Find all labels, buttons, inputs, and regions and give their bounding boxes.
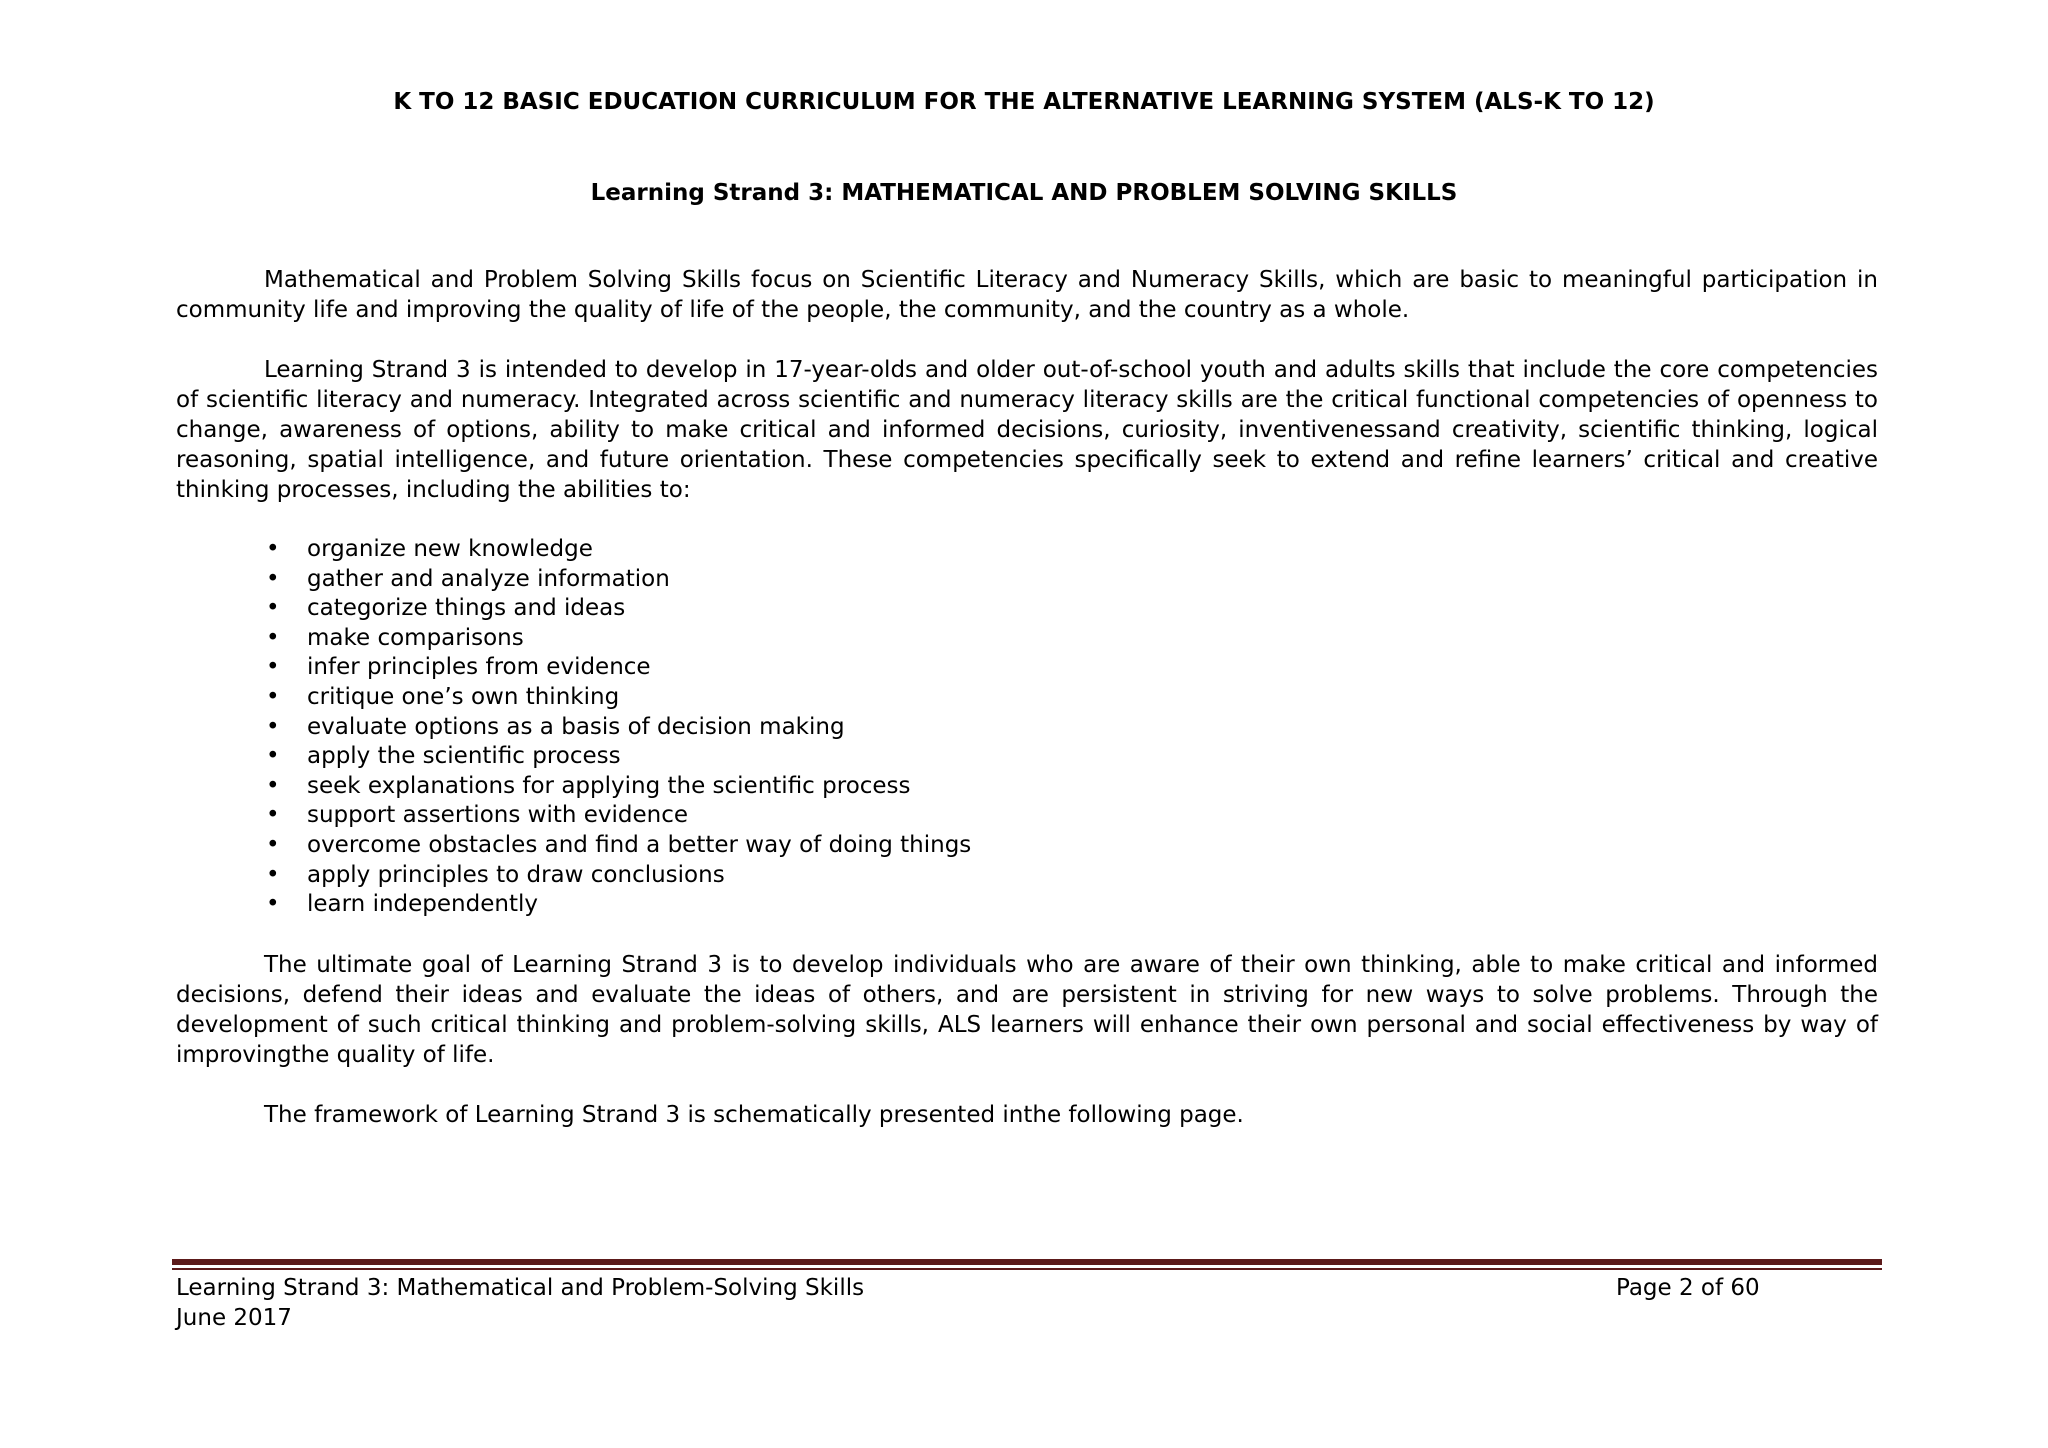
list-item: [176, 801, 1878, 831]
bullet-icon: •: [266, 831, 280, 858]
footer-info: [176, 1273, 864, 1333]
bullet-icon: •: [266, 536, 280, 562]
list-item: [176, 713, 1878, 743]
list-item-text: infer principles from evidence: [307, 654, 651, 681]
list-item-text: categorize things and ideas: [307, 595, 626, 622]
list-item: [176, 683, 1878, 713]
abilities-list: [176, 535, 1878, 920]
list-item-text: support assertions with evidence: [307, 802, 689, 829]
goal-paragraph: The ultimate goal of Learning Strand 3 is to develop individuals who are aware of their own thinking, able to make critical and informed decisions, defend their ideas and evaluate the ideas of others, and are persistent in striving for new ways to solve problems. Through the development of such critical thinking and problem-solving skills, ALS learners will enhance their own personal and social effectiveness by way of improvingthe quality of life.: [176, 951, 1878, 1068]
list-item: [176, 890, 1878, 920]
strand-title: Learning Strand 3: MATHEMATICAL AND PROBLEM SOLVING SKILLS: [590, 180, 1458, 206]
footer-date: June 2017: [176, 1305, 292, 1331]
bullet-icon: •: [266, 624, 280, 651]
list-item: [176, 772, 1878, 802]
list-item-text: critique one’s own thinking: [307, 683, 620, 710]
bullet-icon: •: [266, 595, 280, 622]
document-body: [176, 265, 1878, 1160]
list-item-text: seek explanations for applying the scientific process: [307, 772, 911, 799]
list-item-text: apply the scientific process: [307, 743, 621, 770]
list-item: [176, 831, 1878, 861]
list-item-text: learn independently: [307, 891, 538, 918]
document-title: K TO 12 BASIC EDUCATION CURRICULUM FOR THE ALTERNATIVE LEARNING SYSTEM (ALS-K TO 12): [393, 89, 1655, 115]
bullet-icon: •: [266, 713, 280, 740]
list-item-text: evaluate options as a basis of decision making: [307, 713, 845, 740]
list-item: [176, 535, 1878, 565]
list-item: [176, 861, 1878, 891]
list-item-text: make comparisons: [307, 624, 524, 651]
framework-paragraph: The framework of Learning Strand 3 is schematically presented inthe following page.: [264, 1101, 1244, 1128]
list-item-text: organize new knowledge: [307, 536, 593, 562]
bullet-icon: •: [266, 861, 280, 888]
list-item: [176, 653, 1878, 683]
bullet-icon: •: [266, 772, 280, 799]
footer-strand-name: Learning Strand 3: Mathematical and Problem-Solving Skills: [176, 1275, 865, 1301]
bullet-icon: •: [266, 683, 280, 710]
bullet-icon: •: [266, 891, 280, 918]
list-item: [176, 594, 1878, 624]
page-number: Page 2 of 60: [1616, 1275, 1760, 1301]
bullet-icon: •: [266, 654, 280, 681]
list-item-text: gather and analyze information: [307, 565, 670, 592]
list-item: [176, 742, 1878, 772]
footer-rule-thin: [172, 1268, 1882, 1270]
competencies-paragraph: Learning Strand 3 is intended to develop in 17-year-olds and older out-of-school youth and adults skills that include the core competencies of scientific literacy and numeracy. Integrated across scientific and numeracy literacy skills are the critical functional competencies of openness to change, awareness of options, ability to make critical and informed decisions, curiosity, inventivenessand creativity, scientific thinking, logical reasoning, spatial intelligence, and future orientation. These competencies specifically seek to extend and refine learners’ critical and creative thinking processes, including the abilities to:: [176, 357, 1878, 503]
bullet-icon: •: [266, 802, 280, 829]
bullet-icon: •: [266, 565, 280, 592]
list-item-text: apply principles to draw conclusions: [307, 861, 725, 888]
intro-paragraph: Mathematical and Problem Solving Skills focus on Scientific Literacy and Numeracy Skills, which are basic to meaningful participation in community life and improving the quality of life of the people, the community, and the country as a whole.: [176, 267, 1878, 323]
list-item-text: overcome obstacles and find a better way of doing things: [307, 831, 972, 858]
list-item: [176, 624, 1878, 654]
footer-rule: [172, 1259, 1882, 1265]
bullet-icon: •: [266, 743, 280, 770]
list-item: [176, 565, 1878, 595]
